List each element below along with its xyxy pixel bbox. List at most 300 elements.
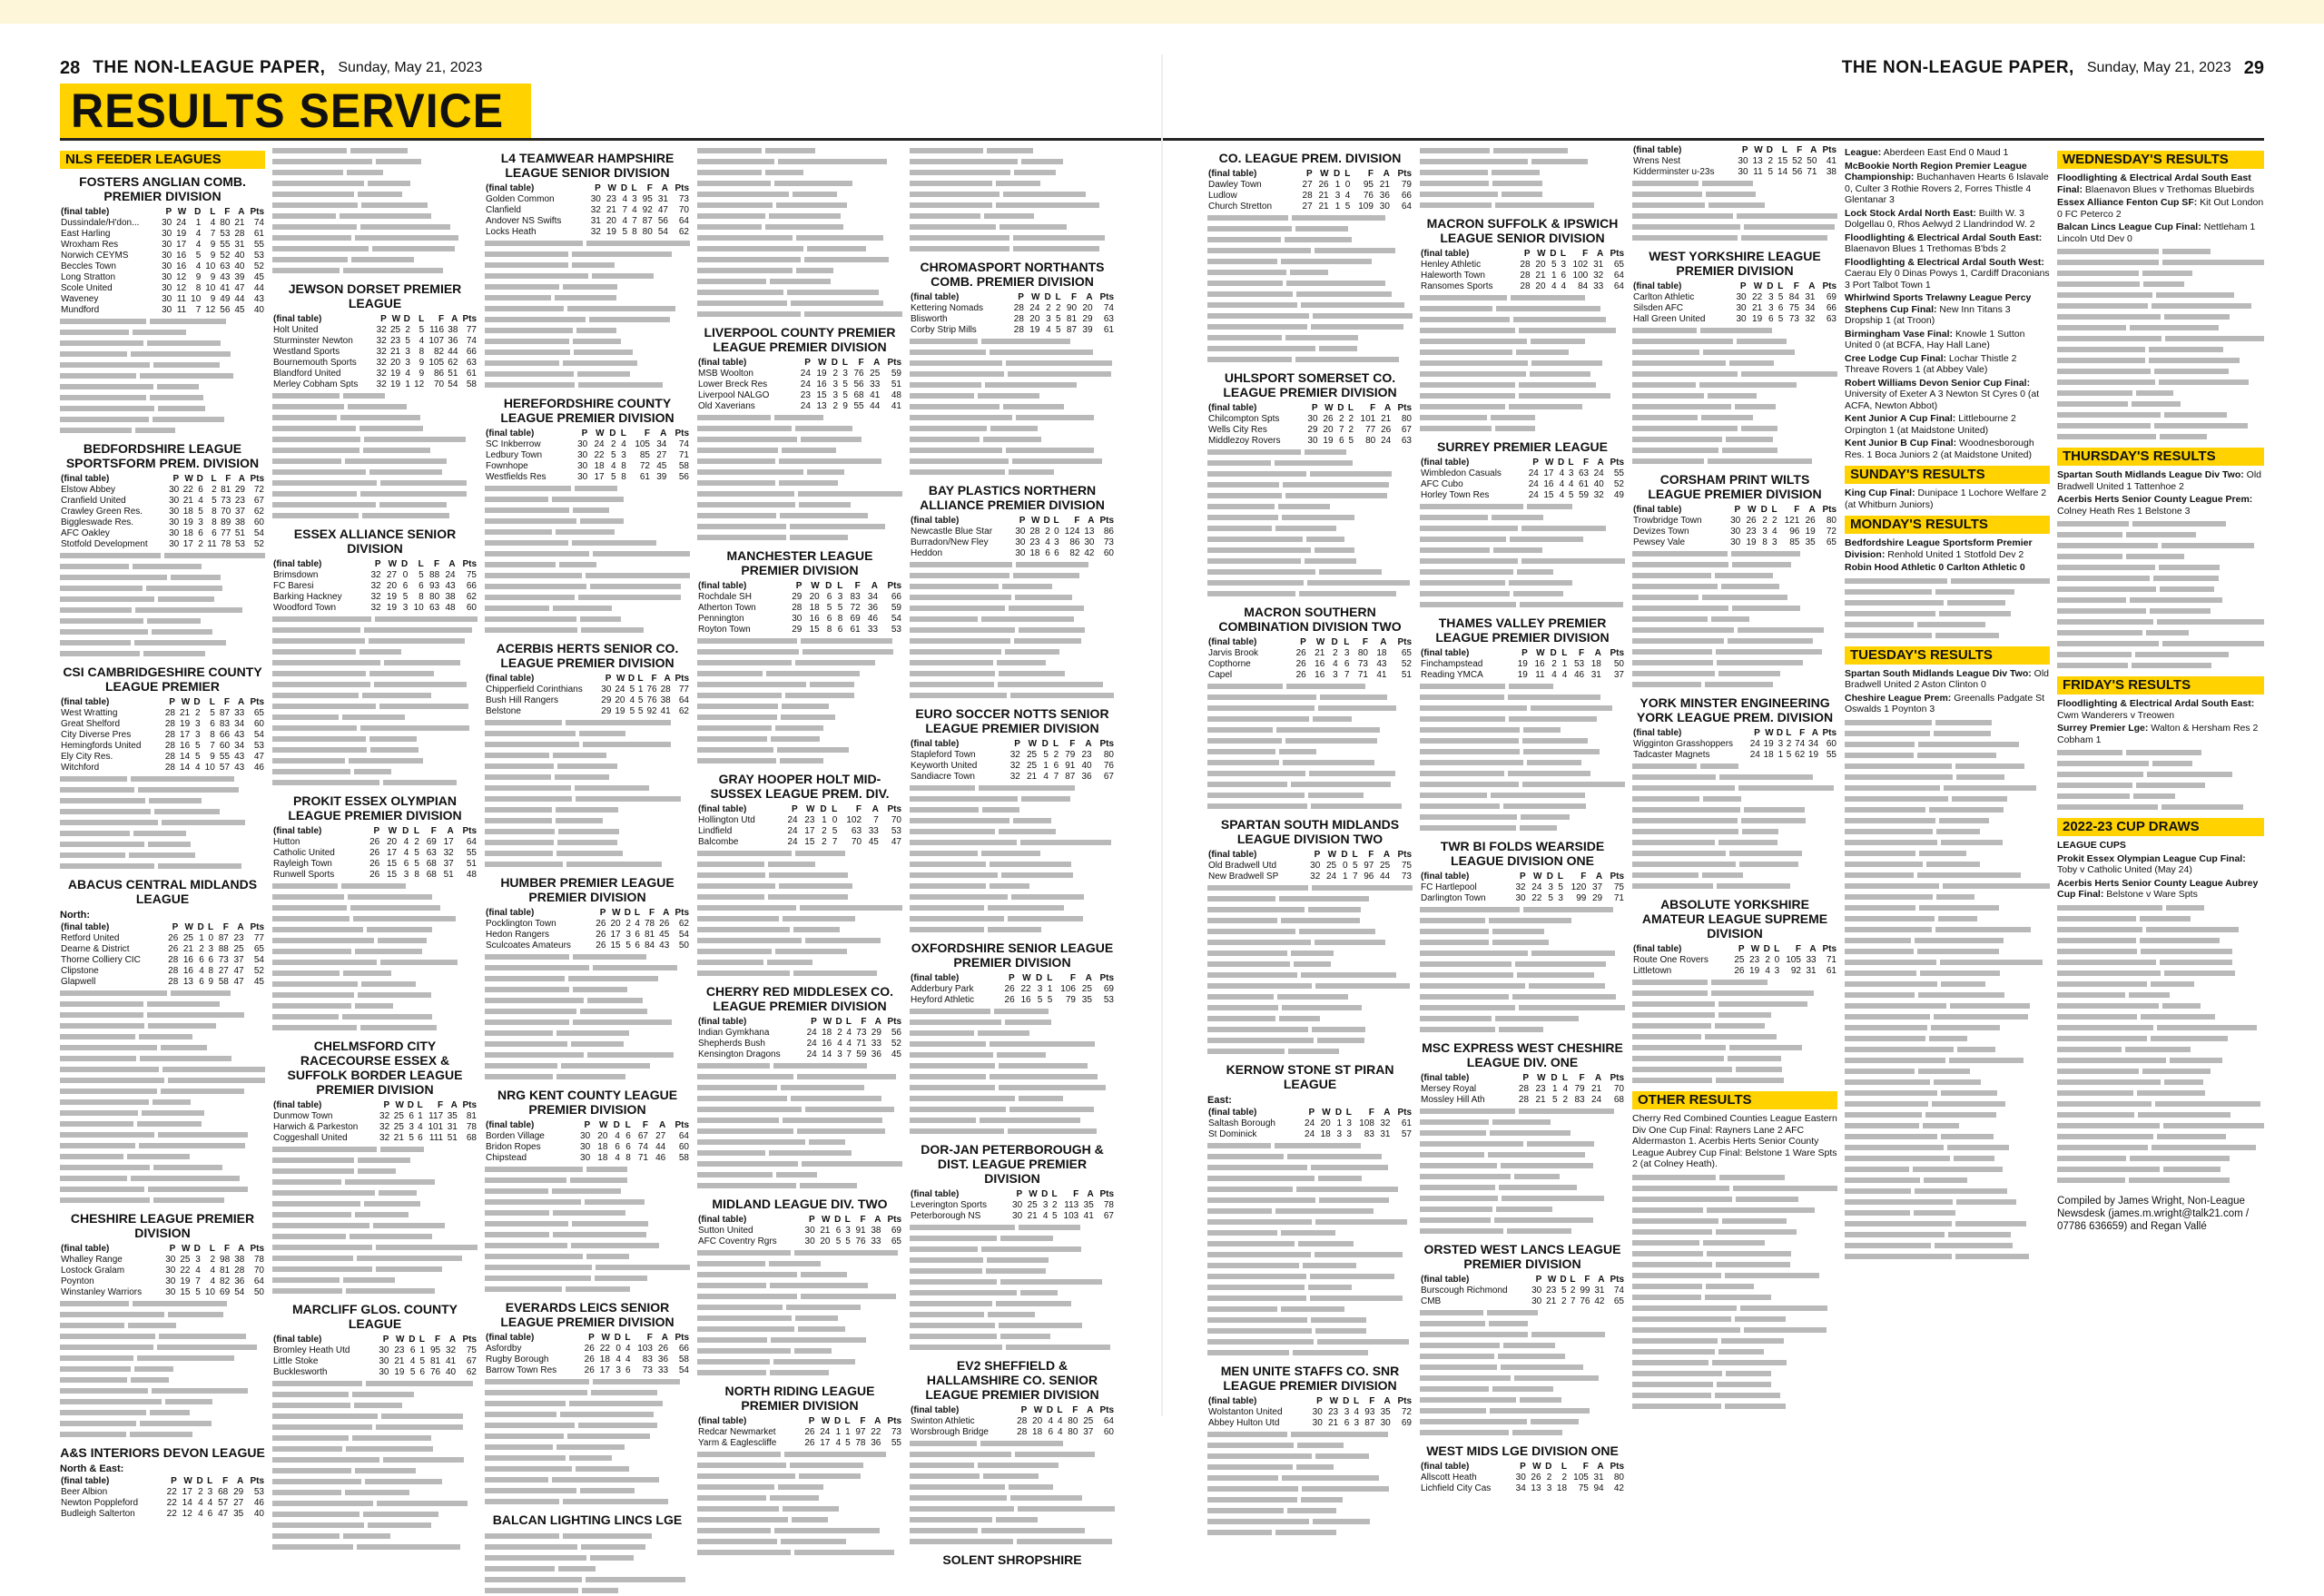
table-continuation	[697, 848, 902, 979]
right-page-number: 29	[2243, 57, 2264, 78]
text-continuation	[2057, 246, 2264, 442]
league-title: MACRON SUFFOLK & IPSWICH LEAGUE SENIOR DIVISION	[1426, 216, 1619, 245]
table-row: Crawley Green Res. 30 18 5 8 70 37 62	[61, 507, 264, 517]
result-entry: Kent Junior A Cup Final: Littlebourne 2 Orpington 1 (at Maidstone United)	[1845, 413, 2016, 436]
table-header-row: (final table) P W D L F A Pts	[273, 559, 477, 569]
table-row: Great Shelford 28 19 3 6 83 34 60	[61, 719, 264, 729]
page-gutter	[1161, 54, 1163, 1416]
table-row: Lindfield 24 17 2 5 63 33 53	[698, 826, 901, 836]
table-continuation	[60, 988, 265, 1206]
table-row: Wells City Res 29 20 7 2 77 26 67	[1208, 425, 1412, 435]
league-title: CHERRY RED MIDDLESEX CO. LEAGUE PREMIER DIVISION	[705, 984, 894, 1013]
table-row: Henley Athletic 28 20 5 3 102 31 65	[1421, 260, 1624, 270]
league-title: FOSTERS ANGLIAN COMB. PREMIER DIVISION	[79, 174, 246, 203]
table-row: Chipperfield Corinthians 30 24 5 1 76 28 77	[486, 685, 689, 695]
table-continuation	[697, 1449, 902, 1558]
table-row: Rugby Borough 26 18 4 4 83 36 58	[486, 1355, 689, 1364]
section-tab: NLS FEEDER LEAGUES	[60, 151, 265, 169]
table-row: Sturminster Newton 32 23 5 4 107 36 74	[273, 336, 477, 346]
table-row: Saltash Borough 24 20 1 3 108 32 61	[1208, 1118, 1412, 1128]
table-row: FC Baresi 32 20 6 6 93 43 66	[273, 581, 477, 591]
table-header-row: (final table) P W D L F A Pts	[1421, 648, 1624, 658]
league-title: THAMES VALLEY PREMIER LEAGUE PREMIER DIVISION	[1435, 616, 1610, 645]
league-table	[697, 581, 902, 635]
league-table	[1420, 648, 1625, 681]
table-row: Norwich CEYMS 30 16 5 9 52 40 53	[61, 251, 264, 261]
league-title: CHELMSFORD CITY RACECOURSE ESSEX & SUFFOLK BORDER LEAGUE PREMIER DIVISION	[287, 1039, 463, 1097]
league-title: MANCHESTER LEAGUE PREMIER DIVISION	[726, 548, 873, 577]
table-header-row: (final table) P W D L F A Pts	[1421, 249, 1624, 259]
table-row: Stapleford Town 32 25 5 2 79 23 80	[911, 750, 1114, 760]
result-entry: King Cup Final: Dunipace 1 Lochore Welfare 2 (at Whitburn Juniors)	[1845, 488, 2047, 510]
table-row: Newton Poppleford 22 14 4 4 57 27 46	[61, 1498, 264, 1508]
table-row: Old Xaverians 24 13 2 9 55 44 41	[698, 401, 901, 411]
league-table	[60, 474, 265, 550]
table-row: Wrens Nest 30 13 2 15 52 50 41	[1633, 156, 1837, 166]
league-title: CHROMASPORT NORTHANTS COMB. PREMIER DIVISION	[920, 260, 1105, 289]
table-row: Old Bradwell Utd 30 25 0 5 97 25 75	[1208, 861, 1412, 871]
table-row: Borden Village 30 20 4 6 67 27 64	[486, 1131, 689, 1141]
tuesday-results-heading: TUESDAY'S RESULTS	[1845, 646, 2050, 665]
table-row: Chilcompton Spts 30 26 2 2 101 21 80	[1208, 414, 1412, 424]
table-row: Carlton Athletic 30 22 3 5 84 31 69	[1633, 292, 1837, 302]
table-row: Beccles Town 30 16 4 10 63 40 52	[61, 261, 264, 271]
table-row: Wroxham Res 30 17 4 9 55 31 55	[61, 240, 264, 250]
table-header-row: (final table) P W D L F A Pts	[698, 804, 901, 814]
table-row: Beer Albion 22 17 2 3 68 29 53	[61, 1487, 264, 1497]
table-row: Waveney 30 11 10 9 49 44 43	[61, 294, 264, 304]
table-row: St Dominick 24 18 3 3 83 31 57	[1208, 1129, 1412, 1139]
table-row: Royton Town 29 15 8 6 61 33 53	[698, 625, 901, 635]
table-continuation	[1420, 145, 1625, 211]
league-table	[1207, 403, 1413, 447]
table-row: Westfields Res 30 17 5 8 61 39 56	[486, 472, 689, 482]
result-entry: Floodlighting & Electrical Ardal South West: Caerau Ely 0 Dinas Powys 1, Cardiff Draconians 3 Port Talbot Town 1	[1845, 256, 2050, 291]
table-header-row: (final table) P W D L F A Pts	[1421, 458, 1624, 468]
table-row: Winstanley Warriors 30 15 5 10 69 54 50	[61, 1287, 264, 1297]
table-row: Littletown 26 19 4 3 92 31 61	[1633, 966, 1837, 976]
results-list	[1845, 537, 2050, 574]
table-header-row: (final table) P W D L F A Pts	[1633, 145, 1837, 155]
table-row: Mundford 30 11 7 12 56 45 40	[61, 305, 264, 315]
league-title: UHLSPORT SOMERSET CO. LEAGUE PREMIER DIVISION	[1223, 370, 1397, 399]
table-row: Adderbury Park 26 22 3 1 106 25 69	[911, 984, 1114, 994]
league-title: DOR-JAN PETERBOROUGH & DIST. LEAGUE PREMIER DIVISION	[921, 1142, 1104, 1186]
table-header-row: (final table) P W D L F A Pts	[486, 674, 689, 684]
table-header-row: (final table) P W D L F A Pts	[911, 516, 1114, 526]
table-row: Hedon Rangers 26 17 3 6 81 45 54	[486, 930, 689, 940]
league-title: WEST YORKSHIRE LEAGUE PREMIER DIVISION	[1649, 249, 1821, 278]
table-row: Retford United 26 25 1 0 87 23 77	[61, 933, 264, 943]
league-title: CORSHAM PRINT WILTS LEAGUE PREMIER DIVISION	[1648, 472, 1822, 501]
left-page-number: 28	[60, 57, 81, 78]
league-table	[1207, 1108, 1413, 1140]
league-table	[60, 207, 265, 316]
league-table	[1420, 458, 1625, 501]
table-row: Ransomes Sports 28 20 4 4 84 33 64	[1421, 281, 1624, 291]
league-subtitle: North & East:	[60, 1463, 124, 1474]
table-row: Yarm & Eaglescliffe 26 17 4 5 78 36 55	[698, 1438, 901, 1448]
table-continuation	[60, 773, 265, 872]
result-entry: Bedfordshire League Sportsform Premier Division: Renhold United 1 Stotfold Dev 2	[1845, 537, 2033, 560]
league-title: BALCAN LIGHTING LINCS LGE	[492, 1512, 683, 1527]
table-row: Trowbridge Town 30 26 2 2 121 26 80	[1633, 516, 1837, 526]
column-8	[1632, 145, 1837, 1398]
table-row: Heddon 30 18 6 6 82 42 60	[911, 548, 1114, 558]
league-title: MIDLAND LEAGUE DIV. TWO	[712, 1197, 888, 1211]
league-table	[910, 739, 1115, 783]
table-continuation	[910, 336, 1115, 478]
league-table	[1632, 944, 1837, 977]
table-header-row: (final table) P W D L F A Pts	[1633, 944, 1837, 954]
table-continuation	[910, 1006, 1115, 1137]
table-row: Dearne & District 26 21 2 3 88 25 65	[61, 944, 264, 954]
league-title: TWR BI FOLDS WEARSIDE LEAGUE DIVISION ONE	[1440, 839, 1605, 868]
text-continuation	[2057, 747, 2264, 813]
table-row: Wimbledon Casuals 24 17 4 3 63 24 55	[1421, 468, 1624, 478]
result-entry: Floodlighting & Electrical Ardal South East Final: Blaenavon Blues v Trethomas Bluebirds	[2057, 172, 2255, 195]
result-entry: Acerbis Herts Senior County League Aubrey Cup Final: Belstone v Ware Spts	[2057, 877, 2259, 900]
table-header-row: (final table) P W D L F A Pts	[911, 973, 1114, 983]
table-row: New Bradwell SP 32 24 1 7 96 44 73	[1208, 872, 1412, 882]
table-continuation	[485, 1531, 690, 1596]
table-row: Golden Common 30 23 4 3 95 31 73	[486, 194, 689, 204]
table-row: Glapwell 28 13 6 9 58 47 45	[61, 977, 264, 987]
table-continuation	[910, 559, 1115, 701]
table-header-row: (final table) P W D L F A Pts	[911, 1189, 1114, 1199]
text-continuation	[2057, 518, 2264, 671]
table-row: Clanfield 32 21 7 4 92 47 70	[486, 205, 689, 215]
table-row: Keyworth United 32 25 1 6 91 40 76	[911, 761, 1114, 771]
league-title: MACRON SOUTHERN COMBINATION DIVISION TWO	[1218, 605, 1402, 634]
league-title: MEN UNITE STAFFS CO. SNR LEAGUE PREMIER DIVISION	[1220, 1364, 1400, 1393]
table-continuation	[60, 316, 265, 436]
table-row: Hollington Utd 24 23 1 0 102 7 70	[698, 815, 901, 825]
table-row: Balcombe 24 15 2 7 70 45 47	[698, 837, 901, 847]
table-row: Copthorne 26 16 4 6 73 43 52	[1208, 659, 1412, 669]
table-continuation	[1420, 1106, 1625, 1236]
table-row: Blandford United 32 19 4 9 86 51 61	[273, 369, 477, 379]
table-header-row: (final table) P W D L F A Pts	[61, 1476, 264, 1486]
table-row: Scole United 30 12 8 10 41 47 44	[61, 283, 264, 293]
text-continuation	[1845, 576, 2050, 641]
league-title: ABSOLUTE YORKSHIRE AMATEUR LEAGUE SUPREME DIVISION	[1641, 897, 1828, 941]
table-row: Merley Cobham Spts 32 19 1 12 70 54 58	[273, 379, 477, 389]
result-entry: Spartan South Midlands League Div Two: Old Bradwell United 2 Aston Clinton 0	[1845, 667, 2049, 690]
table-row: Lostock Gralam 30 22 4 4 81 28 70	[61, 1266, 264, 1276]
table-continuation	[1420, 292, 1625, 434]
result-entry: Prokit Essex Olympian League Cup Final: Toby v Catholic United (May 24)	[2057, 852, 2246, 875]
league-title: WEST MIDS LGE DIVISION ONE	[1426, 1443, 1619, 1458]
table-row: Kensington Dragons 24 14 3 7 59 36 45	[698, 1049, 901, 1059]
table-row: Newcastle Blue Star 30 28 2 0 124 13 86	[911, 527, 1114, 537]
table-row: Westland Sports 32 21 3 8 82 44 66	[273, 347, 477, 357]
league-table	[272, 1100, 478, 1144]
table-row: Atherton Town 28 18 5 5 72 36 59	[698, 603, 901, 613]
table-continuation	[697, 1247, 902, 1378]
table-header-row: (final table) P W D L F A Pts	[486, 908, 689, 918]
league-table	[485, 1333, 690, 1376]
results-list	[1845, 147, 2050, 460]
table-row: West Wratting 28 21 2 5 87 33 65	[61, 708, 264, 718]
table-row: Allscott Heath 30 26 2 2 105 31 80	[1421, 1473, 1624, 1483]
league-title: EURO SOCCER NOTTS SENIOR LEAGUE PREMIER DIVISION	[915, 706, 1109, 735]
table-row: Harwich & Parkeston 32 25 3 4 101 31 78	[273, 1122, 477, 1132]
table-row: Rayleigh Town 26 15 6 5 68 37 51	[273, 859, 477, 869]
table-row: Haleworth Town 28 21 1 6 100 32 64	[1421, 271, 1624, 281]
league-table	[1207, 1396, 1413, 1429]
table-row: Holt United 32 25 2 5 116 38 77	[273, 325, 477, 335]
result-entry: Cheshire League Prem: Greenalls Padgate St Oswalds 1 Poynton 3	[1845, 692, 2045, 714]
table-continuation	[1207, 212, 1413, 365]
league-table	[910, 516, 1115, 559]
table-continuation	[1632, 761, 1837, 892]
table-header-row: (final table) P W D L F A Pts	[273, 314, 477, 324]
league-table	[60, 1244, 265, 1298]
table-row: Church Stretton 27 21 1 5 109 30 64	[1208, 202, 1412, 212]
table-continuation	[1420, 904, 1625, 1035]
table-row: SC Inkberrow 30 24 2 4 105 34 74	[486, 439, 689, 449]
league-title: ACERBIS HERTS SENIOR CO. LEAGUE PREMIER DIVISION	[496, 641, 679, 670]
results-service-banner	[60, 84, 531, 138]
table-continuation	[1420, 681, 1625, 833]
league-table	[910, 292, 1115, 336]
table-row: Shepherds Bush 24 16 4 4 71 33 52	[698, 1039, 901, 1049]
table-row: Heyford Athletic 26 16 5 5 79 35 53	[911, 995, 1114, 1005]
league-table	[910, 973, 1115, 1006]
league-title: ESSEX ALLIANCE SENIOR DIVISION	[293, 527, 457, 556]
table-row: Wigginton Grasshoppers 24 19 3 2 74 34 60	[1633, 739, 1837, 749]
league-table	[272, 559, 478, 614]
league-table	[910, 1405, 1115, 1438]
table-row: Ely City Res. 28 14 5 9 55 43 47	[61, 752, 264, 762]
table-row: Dussindale/H'don... 30 24 1 4 80 21 74	[61, 218, 264, 228]
table-continuation	[1207, 1429, 1413, 1538]
right-date: Sunday, May 21, 2023	[2086, 60, 2231, 75]
league-table	[60, 697, 265, 773]
column-4	[697, 145, 902, 1448]
table-continuation	[272, 145, 478, 276]
table-row: City Diverse Pres 28 17 3 8 66 43 54	[61, 730, 264, 740]
league-title: SURREY PREMIER LEAGUE	[1437, 439, 1608, 454]
league-table	[60, 1476, 265, 1520]
league-table	[485, 429, 690, 483]
table-continuation	[272, 390, 478, 521]
table-row: Coggeshall United 32 21 5 6 111 51 68	[273, 1133, 477, 1143]
result-entry: Robert Williams Devon Senior Cup Final: University of Exeter A 3 Newton St Cyres 0 (at ACFA, Newton Abbot)	[1845, 377, 2040, 411]
table-continuation	[485, 238, 690, 390]
table-continuation	[485, 1164, 690, 1295]
table-row: Sculcoates Amateurs 26 15 5 6 84 43 50	[486, 941, 689, 951]
friday-results-heading: FRIDAY'S RESULTS	[2057, 676, 2264, 695]
table-row: Cranfield United 30 21 4 5 73 23 67	[61, 496, 264, 506]
table-row: Whalley Range 30 25 3 2 98 38 78	[61, 1255, 264, 1265]
table-row: Stotfold Development 30 17 2 11 78 53 52	[61, 539, 264, 549]
league-title: CO. LEAGUE PREM. DIVISION	[1218, 151, 1402, 165]
table-row: Andover NS Swifts 31 20 4 7 87 56 64	[486, 216, 689, 226]
table-header-row: (final table) P W D L F A Pts	[61, 474, 264, 484]
league-title: L4 TEAMWEAR HAMPSHIRE LEAGUE SENIOR DIVISION	[500, 151, 675, 180]
league-table	[1632, 145, 1837, 178]
league-subtitle: East:	[1207, 1095, 1232, 1106]
table-row: Pewsey Vale 30 19 8 3 85 35 65	[1633, 537, 1837, 547]
table-row: FC Hartlepool 32 24 3 5 120 37 75	[1421, 882, 1624, 892]
results-list	[2057, 698, 2264, 745]
league-title: MSC EXPRESS WEST CHESHIRE LEAGUE DIV. ONE	[1422, 1040, 1623, 1069]
league-table	[272, 314, 478, 390]
table-row: Sandiacre Town 32 21 4 7 87 36 67	[911, 772, 1114, 782]
table-row: Witchford 28 14 4 10 57 43 46	[61, 763, 264, 773]
table-header-row: (final table) P W D L F A Pts	[61, 697, 264, 707]
table-continuation	[697, 1060, 902, 1191]
table-row: Dunmow Town 32 25 6 1 117 35 81	[273, 1111, 477, 1121]
league-title: HUMBER PREMIER LEAGUE PREMIER DIVISION	[500, 875, 675, 904]
table-row: AFC Oakley 30 18 6 6 77 51 54	[61, 528, 264, 538]
column-9	[1845, 145, 2050, 1398]
league-table	[1632, 728, 1837, 761]
table-continuation	[485, 717, 690, 870]
result-entry: Birmingham Vase Final: Knowle 1 Sutton United 0 (at BCFA, Hay Hall Lane)	[1845, 328, 2025, 350]
table-row: Barking Hackney 32 19 5 8 80 38 62	[273, 592, 477, 602]
results-list	[2057, 172, 2264, 244]
table-header-row: (final table) P W D L F A Pts	[1208, 637, 1412, 647]
table-row: Lower Breck Res 24 16 3 5 56 33 51	[698, 379, 901, 389]
table-row: Hutton 26 20 4 2 69 17 64	[273, 837, 477, 847]
league-title: NRG KENT COUNTY LEAGUE PREMIER DIVISION	[497, 1088, 678, 1117]
table-row: Fownhope 30 18 4 8 72 45 58	[486, 461, 689, 471]
table-row: Devizes Town 30 23 3 4 96 19 72	[1633, 527, 1837, 537]
table-row: Catholic United 26 17 4 5 63 32 55	[273, 848, 477, 858]
text-continuation	[1632, 1172, 1837, 1412]
table-header-row: (final table) P W D L F A Pts	[911, 292, 1114, 302]
league-title: LIVERPOOL COUNTY PREMIER LEAGUE PREMIER DIVISION	[704, 325, 896, 354]
table-continuation	[910, 1222, 1115, 1353]
league-title: BEDFORDSHIRE LEAGUE SPORTSFORM PREM. DIVISION	[65, 441, 260, 470]
table-continuation	[1207, 447, 1413, 599]
table-continuation	[910, 145, 1115, 254]
table-header-row: (final table) P W D L F A Pts	[1208, 403, 1412, 413]
table-row: Sutton United 30 21 6 3 91 38 69	[698, 1226, 901, 1236]
result-entry: Kent Junior B Cup Final: Woodnesborough Res. 1 Boca Juniors 2 (at Maidstone United)	[1845, 438, 2034, 460]
table-row: Bucklesworth 30 19 5 6 76 40 62	[273, 1367, 477, 1377]
table-continuation	[1207, 681, 1413, 812]
table-header-row: (final table) P W D L F A Pts	[1208, 1396, 1412, 1406]
table-continuation	[1632, 977, 1837, 1086]
league-title: ABACUS CENTRAL MIDLANDS LEAGUE	[67, 877, 258, 906]
table-header-row: (final table) P W D L F A Pts	[273, 1100, 477, 1110]
right-paper-name: THE NON-LEAGUE PAPER,	[1841, 58, 2074, 77]
table-continuation	[272, 614, 478, 788]
league-title: PROKIT ESSEX OLYMPIAN LEAGUE PREMIER DIVISION	[288, 793, 462, 823]
table-row: Indian Gymkhana 24 18 2 4 73 29 56	[698, 1028, 901, 1038]
top-strip	[0, 0, 2324, 24]
league-table	[1632, 281, 1837, 325]
result-entry: Floodlighting & Electrical Ardal South East: Cwm Wanderers v Treowen	[2057, 698, 2255, 721]
table-continuation	[1632, 178, 1837, 243]
table-row: Bromley Heath Utd 30 23 6 1 95 32 75	[273, 1345, 477, 1355]
league-title: YORK MINSTER ENGINEERING YORK LEAGUE PREM. DIVISION	[1636, 695, 1834, 724]
table-header-row: (final table) P W D L F A Pts	[698, 358, 901, 368]
table-continuation	[485, 951, 690, 1082]
left-page-header	[60, 56, 482, 80]
table-row: Bridon Ropes 30 18 6 6 74 44 60	[486, 1142, 689, 1152]
table-header-row: (final table) P W D L F A Pts	[698, 581, 901, 591]
table-row: Middlezoy Rovers 30 19 6 5 80 24 63	[1208, 436, 1412, 446]
table-row: Burscough Richmond 30 23 5 2 99 31 74	[1421, 1286, 1624, 1296]
league-title: HEREFORDSHIRE COUNTY LEAGUE PREMIER DIVISION	[500, 396, 675, 425]
result-entry: LEAGUE CUPS	[2057, 840, 2126, 851]
table-row: AFC Coventry Rgrs 30 20 5 5 76 33 65	[698, 1236, 901, 1246]
league-table	[1420, 1275, 1625, 1307]
table-row: Bush Hill Rangers 29 20 4 5 76 38 64	[486, 695, 689, 705]
table-continuation	[272, 881, 478, 1033]
league-table	[1207, 169, 1413, 212]
table-row: Barrow Town Res 26 17 3 6 73 33 54	[486, 1365, 689, 1375]
table-row: Jarvis Brook 26 21 2 3 80 18 65	[1208, 648, 1412, 658]
table-header-row: (final table) P W D L F A Pts	[273, 1335, 477, 1345]
table-row: Peterborough NS 30 21 4 5 103 41 67	[911, 1211, 1114, 1221]
league-title: EV2 SHEFFIELD & HALLAMSHIRE CO. SENIOR LEAGUE PREMIER DIVISION	[925, 1358, 1099, 1402]
other-results-text: Cherry Red Combined Counties League Eastern Div One Cup Final: Rayners Lane 2 AFC Aldermaston 1. Acerbis Herts Senior County League Aubrey Cup Final: Belstone 1 Ware Spts 2 (at Colney Heath).	[1632, 1113, 1837, 1169]
other-results-heading: OTHER RESULTS	[1632, 1091, 1837, 1109]
league-title: OXFORDSHIRE SENIOR LEAGUE PREMIER DIVISION	[911, 941, 1114, 970]
league-title: SOLENT SHROPSHIRE	[942, 1552, 1082, 1567]
column-6	[1207, 145, 1413, 1428]
table-row: Pennington 30 16 6 8 69 46 54	[698, 614, 901, 624]
table-continuation	[697, 635, 902, 766]
table-row: Blisworth 28 20 3 5 81 29 63	[911, 314, 1114, 324]
table-header-row: (final table) P W D L F A Pts	[61, 1244, 264, 1254]
table-row: Redcar Newmarket 26 24 1 1 97 22 73	[698, 1427, 901, 1437]
table-row: Ledbury Town 30 22 5 3 85 27 71	[486, 450, 689, 460]
table-header-row: (final table) P W D L F A Pts	[486, 183, 689, 193]
table-row: Abbey Hulton Utd 30 21 6 3 87 30 69	[1208, 1418, 1412, 1428]
league-table	[1632, 505, 1837, 548]
league-subtitle: North:	[60, 910, 90, 921]
result-entry: Acerbis Herts Senior County League Prem: Colney Heath Res 1 Belstone 3	[2057, 494, 2253, 517]
column-1	[60, 145, 265, 1519]
league-title: NORTH RIDING LEAGUE PREMIER DIVISION	[724, 1384, 875, 1413]
right-page-header	[1842, 56, 2264, 80]
table-continuation	[272, 1378, 478, 1552]
table-row: Pocklington Town 26 20 2 4 78 26 62	[486, 919, 689, 929]
table-row: CMB 30 21 2 7 76 42 65	[1421, 1296, 1624, 1306]
league-table	[1207, 637, 1413, 681]
column-7	[1420, 145, 1625, 1493]
league-table	[697, 804, 902, 848]
table-header-row: (final table) P W D L F A Pts	[911, 1405, 1114, 1415]
table-row: Swinton Athletic 28 20 4 4 80 25 64	[911, 1416, 1114, 1426]
result-entry: Cree Lodge Cup Final: Lochar Thistle 2 Threave Rovers 1 (at Abbey Vale)	[1845, 352, 2017, 375]
table-row: Mersey Royal 28 23 1 4 79 21 70	[1421, 1084, 1624, 1094]
table-header-row: (final table) P W D L F A Pts	[698, 1416, 901, 1426]
thursday-results-heading: THURSDAY'S RESULTS	[2057, 448, 2264, 466]
table-header-row: (final table) P W D L F A Pts	[486, 429, 689, 438]
league-table	[1420, 249, 1625, 292]
league-title: GRAY HOOPER HOLT MID-SUSSEX LEAGUE PREM. DIV.	[710, 772, 890, 801]
result-entry: Essex Alliance Fenton Cup SF: Kit Out London 0 FC Peterco 2	[2057, 197, 2264, 220]
league-table	[485, 183, 690, 238]
table-row: Worsbrough Bridge 28 18 6 4 80 37 60	[911, 1427, 1114, 1437]
table-continuation	[1420, 1307, 1625, 1438]
table-row: Kidderminster u-23s 30 11 5 14 56 71 38	[1633, 167, 1837, 177]
table-continuation	[1207, 1140, 1413, 1358]
table-continuation	[485, 483, 690, 635]
wednesday-results-heading: WEDNESDAY'S RESULTS	[2057, 151, 2264, 169]
table-row: MSB Woolton 24 19 2 3 76 25 59	[698, 369, 901, 379]
table-header-row: (final table) P W D L F A Pts	[273, 826, 477, 836]
table-row: Clipstone 28 16 4 8 27 47 52	[61, 966, 264, 976]
